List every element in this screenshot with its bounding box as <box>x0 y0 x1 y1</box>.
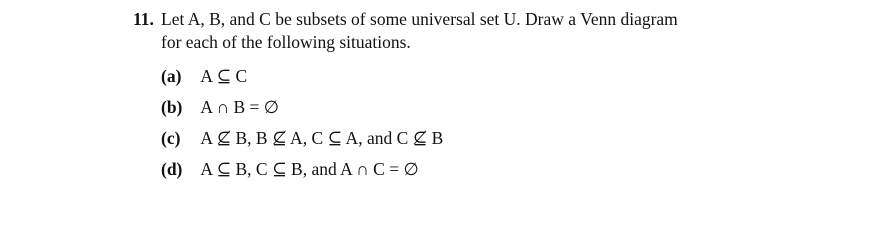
exercise-11 <box>133 8 863 189</box>
problem-number: 11. <box>133 9 154 29</box>
problem-statement <box>133 8 863 54</box>
subpart-d <box>161 158 863 180</box>
subpart-b <box>161 96 863 118</box>
subpart-condition: A ⊆ B, C ⊆ B, and A ∩ C = ∅ <box>200 159 419 179</box>
subpart-label: (b) <box>161 97 183 117</box>
subpart-label: (d) <box>161 159 183 179</box>
problem-text-line-2: for each of the following situations. <box>161 32 411 52</box>
subpart-condition: A ⊆ C <box>200 66 248 86</box>
subpart-condition: A ⊈ B, B ⊈ A, C ⊆ A, and C ⊈ B <box>200 128 444 148</box>
problem-text-line-1: Let A, B, and C be subsets of some universal set U. Draw a Venn diagram <box>161 9 678 29</box>
subpart-label: (c) <box>161 128 181 148</box>
subpart-label: (a) <box>161 66 182 86</box>
subpart-condition: A ∩ B = ∅ <box>200 97 280 117</box>
subpart-c <box>161 127 863 149</box>
subparts-list <box>133 65 863 180</box>
subpart-a <box>161 65 863 87</box>
